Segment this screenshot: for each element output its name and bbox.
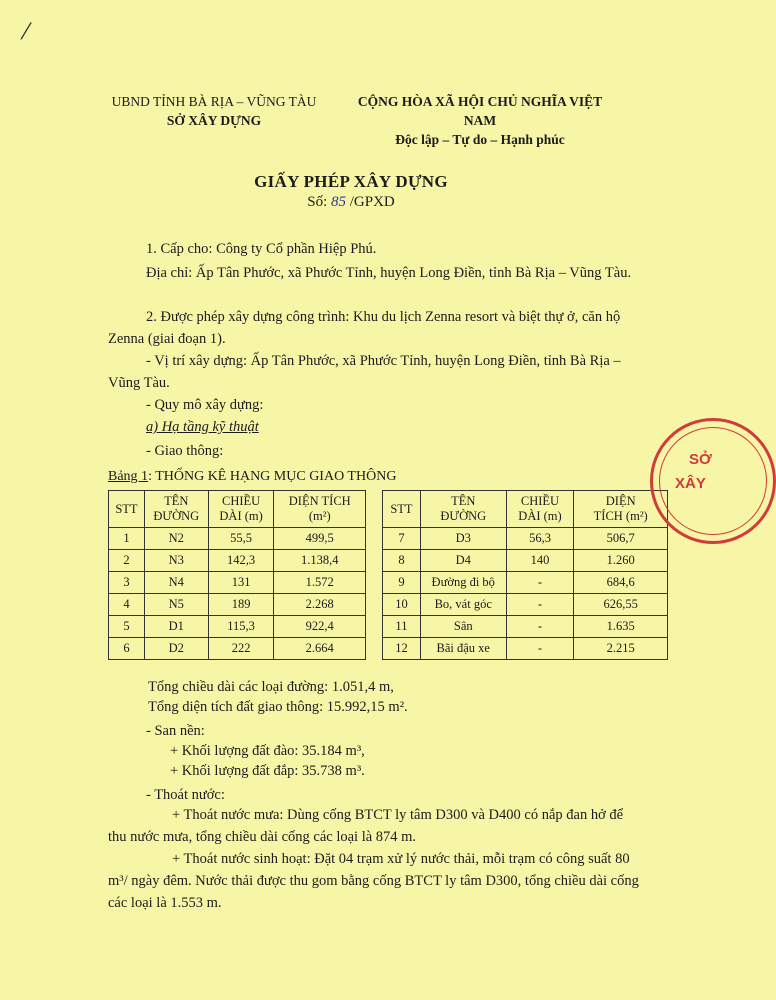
table-caption: [108, 466, 644, 488]
table-row: 5 D1 115,3 922,4: [109, 616, 366, 638]
table-header-row: [109, 491, 366, 528]
country-name: CỘNG HÒA XÃ HỘI CHỦ NGHĨA VIỆT NAM: [357, 94, 603, 128]
handwritten-mark: /: [18, 15, 34, 48]
table-header-row: [383, 491, 668, 528]
road-table-right: [382, 490, 668, 660]
number-prefix: Số:: [307, 194, 328, 210]
total-area: Tổng diện tích đất giao thông: 15.992,15 m².: [148, 699, 408, 715]
official-seal: SỞ XÂY: [650, 418, 776, 544]
table-row: 7 D3 56,3 506,7: [383, 528, 668, 550]
address-line: Địa chỉ: Ấp Tân Phước, xã Phước Tỉnh, huyện Long Điền, tỉnh Bà Rịa – Vũng Tàu.: [146, 265, 632, 281]
traffic-line: - Giao thông:: [146, 443, 224, 459]
scale-line: - Quy mô xây dựng:: [146, 397, 264, 413]
national-motto: [346, 92, 614, 149]
fill-volume: + Khối lượng đất đắp: 35.738 m³.: [170, 763, 365, 779]
table-caption-text: : THỐNG KÊ HẠNG MỤC GIAO THÔNG: [148, 469, 397, 484]
table-row: 9 Đường đi bộ - 684,6: [383, 572, 668, 594]
motto: Độc lập – Tự do – Hạnh phúc: [395, 132, 565, 147]
issuer-province: UBND TỈNH BÀ RỊA – VŨNG TÀU: [111, 94, 317, 109]
table-row: 6 D2 222 2.664: [109, 638, 366, 660]
table-row: 10 Bo, vát góc - 626,55: [383, 594, 668, 616]
header-stt: STT: [109, 491, 145, 528]
table-caption-label: Bảng 1: [108, 469, 149, 484]
number-suffix: /GPXD: [349, 194, 395, 210]
table-row: 12 Bãi đậu xe - 2.215: [383, 638, 668, 660]
table-row: 3 N4 131 1.572: [109, 572, 366, 594]
table-row: 8 D4 140 1.260: [383, 550, 668, 572]
infrastructure-heading: a) Hạ tầng kỹ thuật: [146, 419, 259, 435]
road-table-left: [108, 490, 366, 660]
rain-drainage: + Thoát nước mưa: Dùng cống BTCT ly tâm D300 và D400 có nắp đan hở để thu nước mưa, tổng chiều dài cống các loại là 874 m.: [108, 807, 624, 845]
sewage-drainage: + Thoát nước sinh hoạt: Đặt 04 trạm xử lý nước thải, mỗi trạm có công suất 80 m³/ ngày đêm. Nước thải được thu gom bằng cống BTCT ly tâm D300, tổng chiều dài cống các loại là 1.553 m.: [108, 851, 639, 911]
number-value: 85: [331, 194, 346, 210]
location-line: - Vị trí xây dựng: Ấp Tân Phước, xã Phước Tỉnh, huyện Long Điền, tỉnh Bà Rịa – Vũng Tàu.: [108, 353, 621, 391]
table-row: 1 N2 55,5 499,5: [109, 528, 366, 550]
document-number: [0, 194, 702, 211]
issuer-department: SỞ XÂY DỰNG: [166, 113, 262, 128]
header-length: CHIỀU DÀI (m): [506, 491, 574, 528]
header-road-name: TÊN ĐƯỜNG: [420, 491, 506, 528]
header-length: CHIỀU DÀI (m): [208, 491, 274, 528]
recipient-line: 1. Cấp cho: Công ty Cổ phần Hiệp Phú.: [146, 241, 377, 257]
header-road-name: TÊN ĐƯỜNG: [144, 491, 208, 528]
leveling-heading: - San nền:: [146, 723, 205, 739]
excavation-volume: + Khối lượng đất đào: 35.184 m³,: [170, 743, 365, 759]
total-length: Tổng chiều dài các loại đường: 1.051,4 m,: [148, 679, 394, 695]
table-row: 11 Sân - 1.635: [383, 616, 668, 638]
document-title: GIẤY PHÉP XÂY DỰNG: [254, 172, 448, 191]
issuer-header: [108, 92, 320, 130]
drainage-heading: - Thoát nước:: [146, 787, 225, 803]
table-row: 4 N5 189 2.268: [109, 594, 366, 616]
header-stt: STT: [383, 491, 421, 528]
project-line: 2. Được phép xây dựng công trình: Khu du lịch Zenna resort và biệt thự ở, căn hộ Zenna (giai đoạn 1).: [108, 309, 621, 347]
header-area: DIỆN TÍCH (m²): [274, 491, 366, 528]
header-area: DIỆN TÍCH (m²): [574, 491, 668, 528]
table-row: 2 N3 142,3 1.138,4: [109, 550, 366, 572]
